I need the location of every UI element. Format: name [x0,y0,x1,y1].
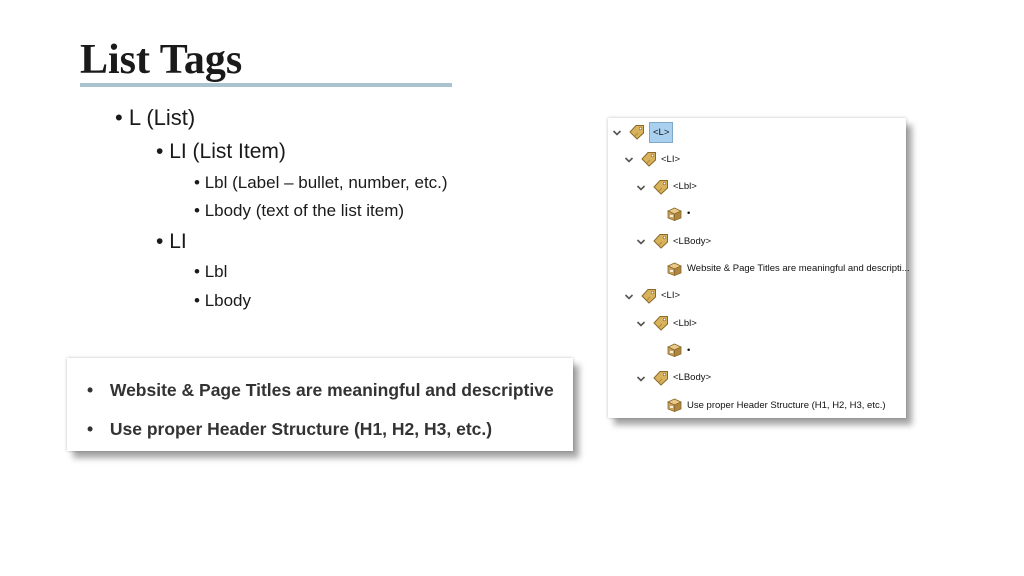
outline-item-lbl [194,172,448,194]
outline-item-lbody [194,200,404,222]
bullet-icon: • [156,230,164,253]
title-underline [80,83,452,87]
tag-icon [653,233,669,249]
chevron-down-icon[interactable] [635,235,647,247]
chevron-down-icon[interactable] [623,153,635,165]
rendered-list-item [87,419,492,440]
content-label: • [687,344,691,356]
tag-label: <Lbl> [673,181,697,193]
content-tree-node[interactable] [667,261,910,277]
tag-tree-node[interactable] [623,288,680,304]
content-container-icon [667,343,682,357]
bullet-icon: • [87,380,94,400]
slide-title: List Tags [80,37,243,83]
content-tree-node[interactable] [667,342,690,358]
tag-label: <LI> [661,153,681,165]
bullet-icon: • [115,105,123,130]
tags-tree-panel [608,118,910,418]
outline-item-text: LI [169,230,187,253]
rendered-list-item-text: Use proper Header Structure (H1, H2, H3, etc.) [109,419,493,439]
tag-icon [653,179,669,195]
outline-item-l [115,104,195,132]
tag-tree-node[interactable] [635,370,711,386]
rendered-list-screenshot [67,358,573,451]
content-label: • [687,208,691,220]
tag-label: <LBody> [673,372,712,384]
outline-item-lbody [194,290,251,312]
content-label: Use proper Header Structure (H1, H2, H3, etc.) [687,399,886,411]
chevron-down-icon[interactable] [611,126,623,138]
content-tree-node[interactable] [667,397,886,413]
tag-tree-node[interactable] [635,179,697,195]
bullet-icon: • [87,419,94,439]
tag-label: <LI> [661,290,681,302]
outline-item-li [156,229,187,255]
rendered-list-item-text: Website & Page Titles are meaningful and descriptive [109,380,554,400]
tag-icon [641,151,657,167]
content-container-icon [667,262,682,276]
outline-item-text: Lbody [204,291,252,310]
rendered-list-item [87,380,554,401]
tag-icon [641,288,657,304]
tag-label: <LBody> [673,235,712,247]
outline-item-text: LI (List Item) [169,140,286,163]
outline-item-li [156,139,286,165]
content-container-icon [667,207,682,221]
chevron-down-icon[interactable] [635,181,647,193]
bullet-icon: • [194,262,200,281]
bullet-icon: • [156,140,164,163]
chevron-down-icon[interactable] [623,290,635,302]
bullet-icon: • [194,201,200,220]
outline-item-text: Lbl (Label – bullet, number, etc.) [204,173,448,192]
tag-tree-node[interactable] [635,233,711,249]
bullet-icon: • [194,173,200,192]
outline-item-text: Lbody (text of the list item) [204,201,405,220]
outline-item-text: L (List) [128,105,196,130]
tag-label: <Lbl> [673,317,697,329]
tag-tree-node[interactable] [635,315,697,331]
content-label: Website & Page Titles are meaningful and descripti... [687,263,910,274]
bullet-icon: • [194,291,200,310]
tag-tree-node[interactable] [611,124,673,140]
outline-item-lbl [194,261,227,283]
chevron-down-icon[interactable] [635,372,647,384]
tag-icon [653,370,669,386]
content-tree-node[interactable] [667,206,690,222]
tag-tree-node[interactable] [623,151,680,167]
tag-icon [629,124,645,140]
content-container-icon [667,398,682,412]
outline-item-text: Lbl [204,262,228,281]
tag-icon [653,315,669,331]
tag-label: <L> [649,122,673,143]
chevron-down-icon[interactable] [635,317,647,329]
